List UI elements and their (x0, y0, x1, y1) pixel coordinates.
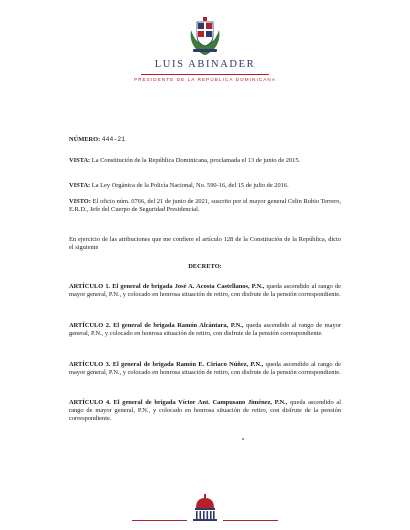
visto-label: VISTO: (69, 198, 91, 205)
decreto-label: DECRETO: (188, 263, 222, 270)
articulo-subject: El general de brigada Víctor Ant. Campusano Jiménez, P.N., (113, 399, 288, 406)
articulo-subject: El general de brigada Ramón E. Ciriaco Núñez, P.N., (112, 361, 264, 368)
articulo-label: ARTÍCULO 1. (69, 283, 111, 290)
footer-rule-left (132, 520, 187, 521)
articulo-text: queda ascendido al rango de mayor general, P.N., y colocado en honrosa situación de retiro, con disfrute de la pensión correspondiente. (69, 361, 341, 377)
articulo-label: ARTÍCULO 2. (69, 322, 111, 329)
president-office: PRESIDENTE DE LA REPÚBLICA DOMINICANA (133, 77, 277, 82)
decreto-heading (69, 263, 341, 271)
visto-text: El oficio núm. 0766, del 21 de junio de 2021, suscrito por el mayor general Celin Rubio Terrero, E.R.D., Jefe del Cuerpo de Seguridad Presidencial. (69, 198, 341, 214)
vista2-text: La Ley Orgánica de la Policía Nacional, No. 590-16, del 15 de julio de 2016. (91, 182, 289, 189)
coat-of-arms-icon (187, 16, 223, 56)
visto-oficio (69, 198, 341, 214)
articulo-text: queda ascendido al rango de mayor general, P.N., y colocado en honrosa situación de retiro, con disfrute de la pensión correspondiente. (69, 399, 341, 423)
articulo-text: queda ascendido al rango de mayor general, P.N., y colocado en honrosa situación de retiro, con disfrute de la pensión correspondiente. (69, 322, 341, 338)
articulo-3 (69, 361, 341, 377)
articulo-1 (69, 283, 341, 299)
ejercicio-paragraph (69, 236, 341, 252)
articulo-4 (69, 399, 341, 423)
national-palace-dome-icon (189, 494, 221, 522)
vista1-text: La Constitución de la República Dominicana, proclamada el 13 de junio de 2015. (91, 157, 301, 164)
vista-ley-organica (69, 182, 341, 190)
numero-value: 444-21 (101, 136, 126, 143)
articulo-subject: El general de brigada Ramón Alcántara, P.N., (113, 322, 244, 329)
articulo-label: ARTÍCULO 3. (69, 361, 111, 368)
vista-constitucion (69, 157, 341, 165)
ejercicio-text: En ejercicio de las atribuciones que me confiere el artículo 128 de la Constitución de la República, dicto el siguiente (69, 236, 341, 252)
president-name: LUIS ABINADER (154, 59, 256, 70)
numero-label: NÚMERO: (69, 136, 101, 143)
page-mark (242, 438, 244, 440)
vista2-label: VISTA: (69, 182, 91, 189)
articulo-label: ARTÍCULO 4. (69, 399, 111, 406)
articulo-2 (69, 322, 341, 338)
header-divider (141, 74, 269, 75)
footer-rule-right (223, 520, 278, 521)
vista1-label: VISTA: (69, 157, 91, 164)
decree-number (69, 136, 341, 144)
articulo-text: queda ascendido al rango de mayor general, P.N., y colocado en honrosa situación de retiro, con disfrute de la pensión correspondiente. (69, 283, 341, 299)
articulo-subject: El general de brigada José A. Acosta Castellanos, P.N., (112, 283, 265, 290)
